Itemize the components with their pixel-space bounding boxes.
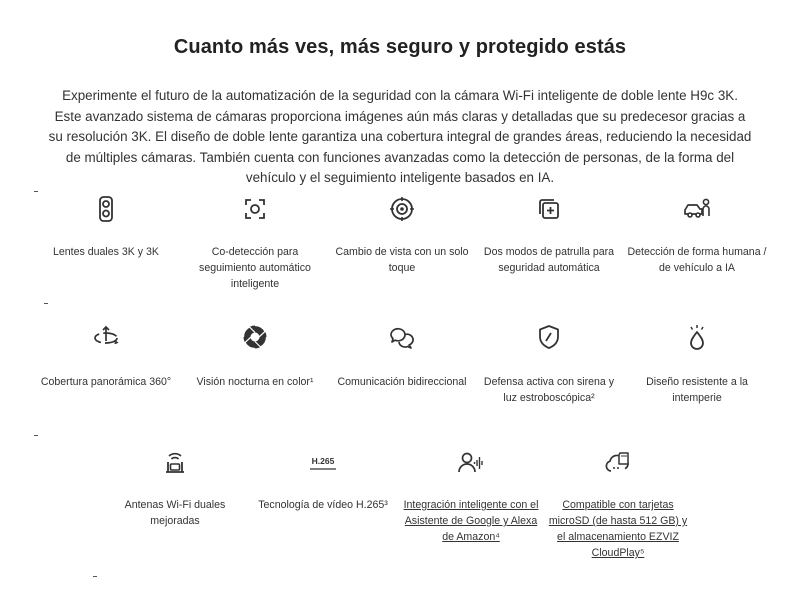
feature-label: Detección de forma humana / de vehículo a IA	[627, 246, 767, 274]
feature-label: Cambio de vista con un solo toque	[335, 246, 469, 274]
feature-label: Co-detección para seguimiento automático inteligente	[199, 246, 311, 290]
focus-frame-icon	[240, 194, 270, 224]
feature-co-detection	[185, 194, 325, 290]
weatherproof-icon	[682, 322, 712, 352]
h265-icon-text: H.265	[311, 456, 335, 466]
dual-lens-icon	[91, 194, 121, 224]
feature-dual-lens	[36, 194, 176, 284]
feature-label: Cobertura panorámica 360°	[40, 376, 172, 388]
feature-wifi-antennas	[105, 447, 245, 537]
feature-patrol	[479, 194, 619, 284]
feature-weatherproof	[627, 322, 767, 412]
divider-mark	[34, 191, 38, 192]
feature-h265	[253, 447, 393, 537]
feature-night-vision	[185, 322, 325, 412]
feature-label: Dos modos de patrulla para seguridad automática	[483, 246, 615, 274]
voice-assistant-link[interactable]: Integración inteligente con el Asistente de Google y Alexa de Amazon⁴	[403, 499, 539, 543]
panorama-360-icon	[91, 322, 121, 352]
shield-icon	[534, 322, 564, 352]
patrol-mode-icon	[534, 194, 564, 224]
feature-label: Lentes duales 3K y 3K	[52, 246, 159, 258]
wifi-antenna-icon	[160, 447, 190, 477]
divider-mark	[44, 303, 48, 304]
feature-voice-assistant[interactable]	[401, 447, 541, 543]
divider-mark	[34, 435, 38, 436]
feature-label: Defensa activa con sirena y luz estroboscópica²	[483, 376, 615, 404]
voice-assistant-icon	[456, 447, 486, 477]
feature-active-defense	[479, 322, 619, 412]
storage-link[interactable]: Compatible con tarjetas microSD (de hasta 512 GB) y el almacenamiento EZVIZ CloudPlay⁵	[548, 499, 688, 559]
feature-panorama	[36, 322, 176, 412]
two-way-chat-icon	[387, 322, 417, 352]
h265-icon	[308, 447, 338, 477]
feature-human-vehicle	[627, 194, 767, 284]
feature-label: Tecnología de vídeo H.265³	[258, 499, 388, 511]
page-title: Cuanto más ves, más seguro y protegido estás	[173, 36, 627, 58]
feature-label: Antenas Wi-Fi duales mejoradas	[124, 499, 226, 527]
car-person-icon	[682, 194, 712, 224]
feature-label: Diseño resistente a la intemperie	[646, 376, 748, 404]
feature-label: Visión nocturna en color¹	[196, 376, 314, 388]
divider-mark	[93, 576, 97, 577]
page-description: Experimente el futuro de la automatización de la seguridad con la cámara Wi-Fi inteligente de doble lente H9c 3K. Este avanzado sistema de cámaras proporciona imágenes aún más claras y detalladas que su predecesor gracias a su resolución 3K. El diseño de doble lente garantiza una cobertura integral de grandes áreas, reduciendo la necesidad de múltiples cámaras. También cuenta con funciones avanzadas como la detección de personas, de la forma del vehículo y el seguimiento inteligente basados en IA.	[48, 88, 752, 185]
feature-storage[interactable]	[548, 447, 688, 559]
color-night-vision-icon	[240, 322, 270, 352]
feature-two-way-talk	[332, 322, 472, 412]
feature-label: Comunicación bidireccional	[337, 376, 467, 388]
target-view-icon	[387, 194, 417, 224]
feature-view-switch	[332, 194, 472, 284]
cloud-sd-icon	[603, 447, 633, 477]
